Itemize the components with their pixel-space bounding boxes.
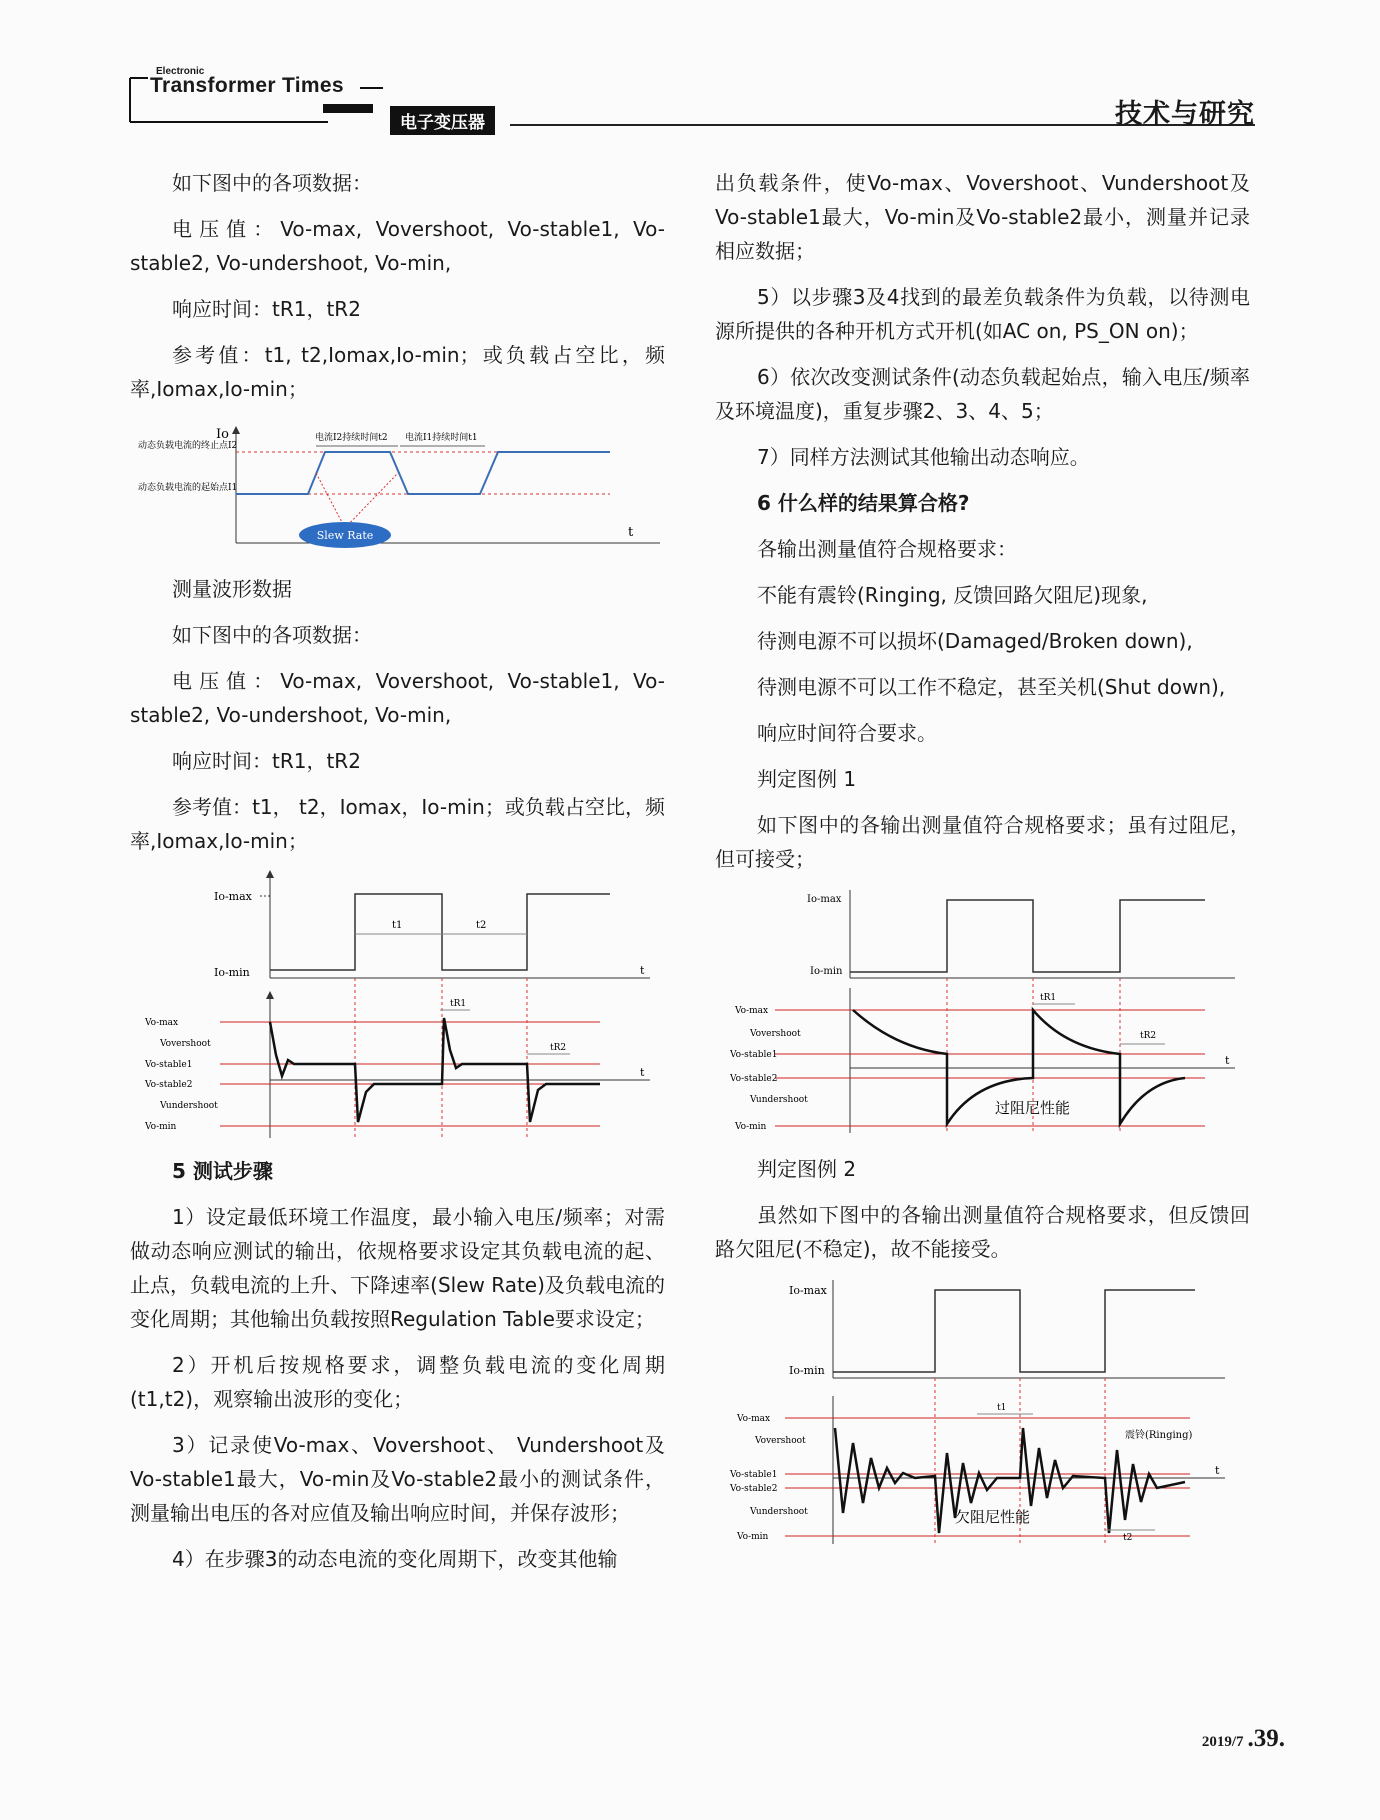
label-vovershoot: Vovershoot (160, 1039, 211, 1049)
label-ringing: 震铃(Ringing) (1125, 1430, 1193, 1441)
label-vo-stable2: Vo-stable2 (145, 1080, 193, 1090)
paragraph: 3）记录使Vo-max、Vovershoot、 Vundershoot及Vo-stable1最大，Vo-min及Vo-stable2最小的测试条件，测量输出电压的各对应值及输出响应时间，并保存波形； (130, 1433, 665, 1525)
label-tr1: tR1 (1040, 993, 1057, 1003)
label-io-max: Io-max (807, 894, 842, 905)
paragraph: 虽然如下图中的各输出测量值符合规格要求，但反馈回路欠阻尼(不稳定)，故不能接受。 (715, 1203, 1250, 1261)
paragraph: 响应时间：tR1，tR2 (172, 297, 361, 321)
section-title: 技术与研究 (1115, 99, 1255, 130)
label-vo-stable2: Vo-stable2 (730, 1484, 778, 1494)
paragraph: 6）依次改变测试条件(动态负载起始点，输入电压/频率及环境温度)，重复步骤2、3、4、5； (715, 365, 1250, 423)
label-t2: t2 (1123, 1533, 1133, 1543)
paragraph: 待测电源不可以工作不稳定，甚至关机(Shut down), (757, 675, 1226, 699)
journal-cn-title: 电子变压器 (390, 106, 495, 135)
paragraph: 判定图例 2 (757, 1157, 857, 1181)
paragraph: 5）以步骤3及4找到的最差负载条件为负载，以待测电源所提供的各种开机方式开机(如AC on, PS_ON on)； (715, 285, 1250, 343)
label-io-max: Io-max (214, 890, 252, 903)
label-t1: t1 (392, 920, 403, 931)
paragraph: 待测电源不可以损坏(Damaged/Broken down), (757, 629, 1193, 653)
paragraph: 参考值：t1, t2,Iomax,Io-min；或负载占空比，频率,Iomax,Io-min； (130, 343, 665, 401)
paragraph: 电压值：Vo-max, Vovershoot, Vo-stable1, Vo-stable2, Vo-undershoot, Vo-min, (130, 669, 665, 727)
journal-small-title: Electronic (156, 66, 205, 77)
figure-overdamped (715, 888, 1250, 1138)
page-number: .39. (1247, 1725, 1285, 1752)
label-t2: t2 (476, 920, 487, 931)
paragraph: 如下图中的各项数据： (172, 623, 372, 647)
label-io-max: Io-max (789, 1284, 827, 1297)
paragraph: 响应时间符合要求。 (757, 721, 937, 745)
paragraph: 各输出测量值符合规格要求： (757, 537, 1017, 561)
section-heading-5: 5 测试步骤 (172, 1159, 273, 1183)
label-tr2: tR2 (1140, 1031, 1157, 1041)
paragraph: 如下图中的各项数据： (172, 171, 372, 195)
left-column (130, 166, 665, 1588)
axis-y-label: Io (216, 427, 229, 442)
issue-date: 2019/7 (1201, 1734, 1244, 1750)
paragraph: 2）开机后按规格要求，调整负载电流的变化周期(t1,t2)，观察输出波形的变化； (130, 1353, 665, 1411)
paragraph: 如下图中的各输出测量值符合规格要求；虽有过阻尼，但可接受； (715, 813, 1250, 871)
figure-measured-waveform (130, 870, 665, 1140)
label-vo-min: Vo-min (737, 1532, 769, 1542)
label-io-min: Io-min (789, 1364, 825, 1377)
label-vovershoot: Vovershoot (750, 1029, 801, 1039)
label-t1: t1 (997, 1403, 1007, 1413)
figure-slew-rate (130, 418, 665, 558)
paragraph: 判定图例 1 (757, 767, 857, 791)
paragraph: 测量波形数据 (172, 577, 292, 601)
label-vo-stable1: Vo-stable1 (730, 1470, 778, 1480)
label-io-min: Io-min (810, 966, 843, 977)
paragraph: 4）在步骤3的动态电流的变化周期下，改变其他输 (172, 1547, 618, 1571)
label-vo-min: Vo-min (735, 1122, 767, 1132)
paragraph: 响应时间：tR1，tR2 (172, 749, 361, 773)
label-vundershoot: Vundershoot (750, 1507, 808, 1517)
section-heading-6: 6 什么样的结果算合格? (757, 491, 970, 515)
axis-t: t (1225, 1054, 1230, 1067)
journal-title: Transformer Times (150, 74, 344, 97)
caption-overdamped: 过阻尼性能 (995, 1099, 1071, 1117)
label-vo-stable1: Vo-stable1 (730, 1050, 778, 1060)
label-vundershoot: Vundershoot (160, 1101, 218, 1111)
slew-rate-badge: Slew Rate (316, 529, 374, 542)
label-vundershoot: Vundershoot (750, 1095, 808, 1105)
label-vo-max: Vo-max (735, 1006, 769, 1016)
page-footer (1202, 1725, 1285, 1753)
label-io-min: Io-min (214, 966, 250, 979)
axis-t-lower: t (640, 1066, 645, 1079)
axis-t: t (1215, 1464, 1220, 1477)
label-vo-max: Vo-max (145, 1018, 179, 1028)
label-vo-max: Vo-max (737, 1414, 771, 1424)
caption-underdamped: 欠阻尼性能 (955, 1508, 1031, 1526)
paragraph: 参考值：t1， t2，Iomax，Io-min；或负载占空比，频率,Iomax,Io-min； (130, 795, 665, 853)
paragraph: 7）同样方法测试其他输出动态响应。 (757, 445, 1090, 469)
axis-x-label: t (628, 525, 634, 540)
label-vo-stable1: Vo-stable1 (145, 1060, 193, 1070)
paragraph: 1）设定最低环境工作温度，最小输入电压/频率；对需做动态响应测试的输出，依规格要求设定其负载电流的起、止点，负载电流的上升、下降速率(Slew Rate)及负载电流的变化周期；其他输出负载按照Regulation Table要求设定； (130, 1205, 665, 1331)
label-vo-stable2: Vo-stable2 (730, 1074, 778, 1084)
label-end-point: 动态负载电流的终止点I2 (138, 441, 238, 451)
paragraph: 电压值：Vo-max, Vovershoot, Vo-stable1, Vo-stable2, Vo-undershoot, Vo-min, (130, 217, 665, 275)
right-column (715, 166, 1250, 1562)
span-t1: 电流I1持续时间t1 (405, 433, 478, 443)
label-tr2: tR2 (550, 1043, 567, 1053)
label-tr1: tR1 (450, 999, 467, 1009)
span-t2: 电流I2持续时间t2 (315, 433, 388, 443)
paragraph: 不能有震铃(Ringing, 反馈回路欠阻尼)现象, (757, 583, 1148, 607)
figure-underdamped (715, 1278, 1250, 1548)
axis-t-upper: t (640, 964, 645, 977)
label-vo-min: Vo-min (145, 1122, 177, 1132)
label-start-point: 动态负载电流的起始点I1 (138, 483, 238, 493)
label-vovershoot: Vovershoot (755, 1436, 806, 1446)
paragraph: 出负载条件，使Vo-max、Vovershoot、Vundershoot及Vo-stable1最大，Vo-min及Vo-stable2最小，测量并记录相应数据； (715, 171, 1250, 263)
